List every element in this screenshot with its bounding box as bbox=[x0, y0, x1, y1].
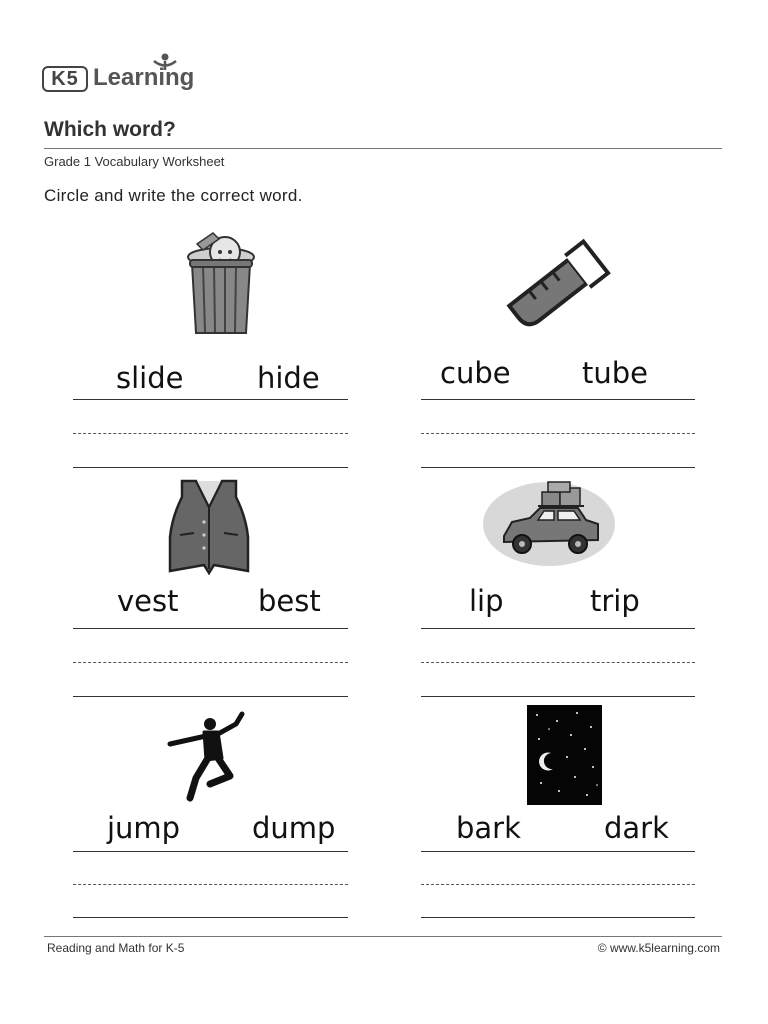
logo-badge-text: K5 bbox=[51, 68, 79, 90]
word-choice[interactable]: trip bbox=[590, 584, 640, 618]
vest-icon bbox=[164, 477, 254, 577]
writing-line-top bbox=[73, 399, 348, 400]
worksheet-title: Which word? bbox=[44, 118, 176, 141]
writing-line-top bbox=[73, 851, 348, 852]
writing-line-dashed bbox=[73, 433, 348, 434]
test-tube-icon bbox=[490, 233, 620, 343]
title-divider bbox=[44, 148, 722, 149]
writing-line-top bbox=[421, 851, 695, 852]
word-choice[interactable]: slide bbox=[116, 361, 184, 395]
footer-website[interactable]: © www.k5learning.com bbox=[597, 941, 720, 955]
logo-wordmark: Learning bbox=[93, 64, 195, 91]
night-sky-icon bbox=[527, 705, 602, 805]
writing-line-top bbox=[421, 628, 695, 629]
writing-line-top bbox=[421, 399, 695, 400]
word-choice[interactable]: hide bbox=[257, 361, 320, 395]
word-choice[interactable]: vest bbox=[117, 584, 179, 618]
word-choice[interactable]: cube bbox=[440, 356, 511, 390]
word-choice[interactable]: dump bbox=[252, 811, 336, 845]
writing-line-dashed bbox=[73, 662, 348, 663]
footer-tagline: Reading and Math for K-5 bbox=[47, 941, 185, 955]
car-icon bbox=[482, 478, 616, 570]
word-choice[interactable]: tube bbox=[582, 356, 649, 390]
word-choice[interactable]: bark bbox=[456, 811, 521, 845]
writing-line-bottom bbox=[421, 696, 695, 697]
footer-divider bbox=[44, 936, 722, 937]
writing-line-dashed bbox=[421, 884, 695, 885]
jumping-person-icon bbox=[166, 710, 248, 808]
writing-line-top bbox=[73, 628, 348, 629]
writing-line-dashed bbox=[421, 662, 695, 663]
writing-line-bottom bbox=[421, 467, 695, 468]
worksheet-instruction: Circle and write the correct word. bbox=[44, 186, 303, 205]
word-choice[interactable]: best bbox=[258, 584, 321, 618]
writing-line-bottom bbox=[73, 467, 348, 468]
writing-line-bottom bbox=[421, 917, 695, 918]
writing-line-dashed bbox=[421, 433, 695, 434]
trash-can-icon bbox=[183, 230, 261, 338]
k5-learning-logo bbox=[42, 58, 207, 98]
word-choice[interactable]: lip bbox=[469, 584, 504, 618]
word-choice[interactable]: jump bbox=[107, 811, 181, 845]
logo-figure-icon bbox=[150, 52, 180, 74]
word-choice[interactable]: dark bbox=[604, 811, 669, 845]
logo-badge bbox=[42, 66, 88, 92]
writing-line-dashed bbox=[73, 884, 348, 885]
writing-line-bottom bbox=[73, 917, 348, 918]
worksheet-subtitle: Grade 1 Vocabulary Worksheet bbox=[44, 154, 225, 169]
writing-line-bottom bbox=[73, 696, 348, 697]
